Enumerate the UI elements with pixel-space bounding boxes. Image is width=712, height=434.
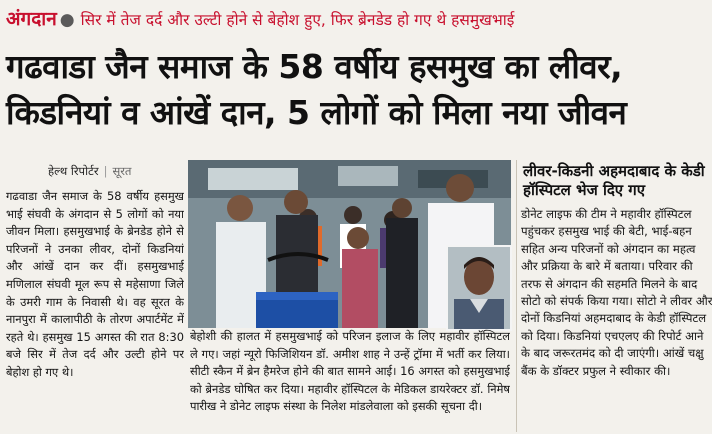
headline-line-2: किडनियां व आंखें दान, 5 लोगों को मिला नया जीवन: [6, 93, 627, 132]
bullet-icon: ●: [59, 10, 75, 30]
kicker-tag: अंगदान: [6, 8, 57, 30]
byline: [48, 164, 131, 179]
kicker-line: [6, 6, 706, 32]
sidebar-body: डोनेट लाइफ की टीम ने महावीर हॉस्पिटल पहुंचकर हसमुख भाई की बेटी, भाई-बहन सहित अन्य परिजनों को अंगदान का महत्व और प्रक्रिया के बारे में बताया। परिवार की तरफ से अंगदान की सहमति मिलने के बाद सोटो को संपर्क किया गया। सोटो ने लीवर और दोनों किडनियां अहमदाबाद के केडी हॉस्पिटल को दिया। किडनियां एचएलए की रिपोर्ट आने के बाद जरूरतमंद को दी जाएंगी। आंखें चक्षु बैंक के डॉक्टर प्रफुल ने स्वीकार की।: [521, 207, 712, 378]
headline: [6, 44, 708, 136]
story-below-photo: [190, 328, 510, 432]
kicker-text: सिर में तेज दर्द और उल्टी होने से बेहोश हुए, फिर ब्रेनडेड हो गए थे हसमुखभाई: [80, 11, 515, 29]
byline-separator: |: [103, 164, 108, 178]
story-left-column: [6, 188, 184, 430]
byline-place: सूरत: [112, 164, 132, 178]
headline-line-1: गढवाडा जैन समाज के 58 वर्षीय हसमुख का लीवर,: [6, 47, 623, 86]
byline-reporter: हेल्थ रिपोर्टर: [48, 164, 99, 178]
sidebar-heading: लीवर-किडनी अहमदाबाद के केडी हॉस्पिटल भेज दिए गए: [523, 162, 705, 199]
portrait-inset: [446, 245, 512, 331]
story-body-below-photo: बेहोशी की हालत में हसमुखभाई को परिजन इलाज के लिए महावीर हॉस्पिटल ले गए। जहां न्यूरो फिजिशियन डॉ. अमीश शाह ने उन्हें ट्रॉमा में भर्ती कर लिया। सीटी स्कैन में ब्रेन हैमरेज होने की बात सामने आई। 16 अगस्त को हसमुखभाई को ब्रेनडेड घोषित कर दिया। महावीर हॉस्पिटल के मेडिकल डायरेक्टर डॉ. निमेष पारीख ने डोनेट लाइफ संस्था के निलेश मांडलेवाला को इसकी सूचना दी।: [190, 329, 510, 414]
story-body-left: गढवाडा जैन समाज के 58 वर्षीय हसमुख भाई संघवी के अंगदान से 5 लोगों को नया जीवन मिला। हसमुखभाई के ब्रेनडेड होने से परिजनों ने उनका लीवर, दोनों किडनियां और आंखें दान कर दीं। हसमुखभाई मणिलाल संघवी मूल रूप से महेसाणा जिले के उमरी गाम के निवासी थे। वह सूरत के नानपुरा में कालापीठी के तोरण अपार्टमेंट में रहते थे। हसमुख 15 अगस्त की रात 8:30 बजे सिर में तेज दर्द और उल्टी होने पर बेहोश हो गए थे।: [6, 189, 184, 379]
sidebar-column: [516, 160, 712, 432]
